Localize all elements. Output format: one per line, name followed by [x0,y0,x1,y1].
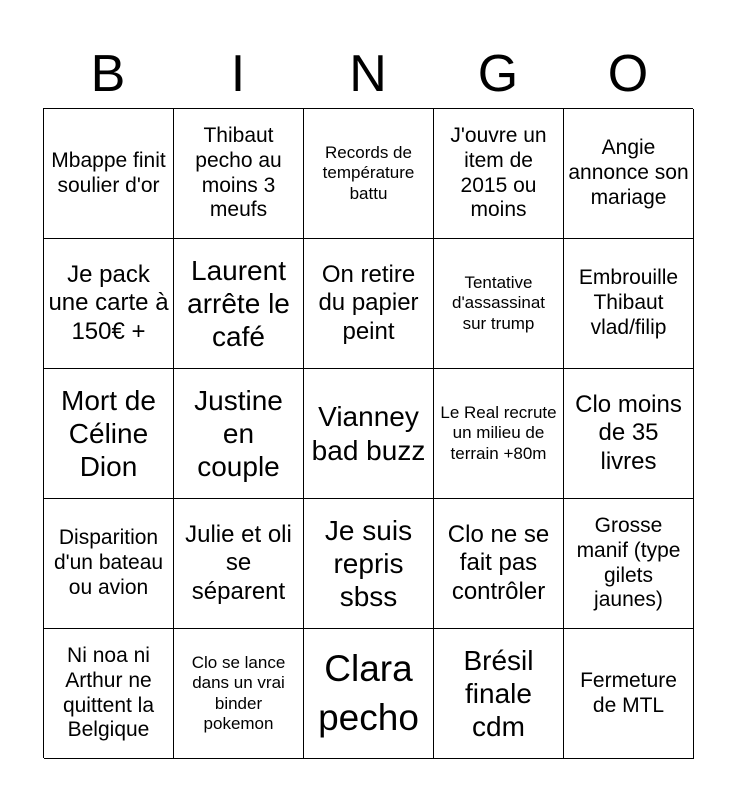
bingo-grid [43,108,693,758]
bingo-cell-r1c4[interactable]: J'ouvre un item de 2015 ou moins [434,109,564,239]
bingo-cell-r4c5[interactable]: Grosse manif (type gilets jaunes) [564,499,694,629]
header-letter-g: G [477,45,519,103]
bingo-header [43,40,693,108]
header-letter-n: N [349,45,387,103]
bingo-cell-r3c2[interactable]: Justine en couple [174,369,304,499]
bingo-cell-r2c4[interactable]: Tentative d'assassinat sur trump [434,239,564,369]
bingo-cell-r5c4[interactable]: Brésil finale cdm [434,629,564,759]
bingo-cell-r5c3[interactable]: Clara pecho [304,629,434,759]
bingo-cell-r2c3[interactable]: On retire du papier peint [304,239,434,369]
bingo-cell-r3c4[interactable]: Le Real recrute un milieu de terrain +80m [434,369,564,499]
bingo-cell-r5c5[interactable]: Fermeture de MTL [564,629,694,759]
bingo-cell-r3c5[interactable]: Clo moins de 35 livres [564,369,694,499]
bingo-cell-r1c5[interactable]: Angie annonce son mariage [564,109,694,239]
header-letter-b: B [90,45,126,103]
bingo-cell-r1c1[interactable]: Mbappe finit soulier d'or [44,109,174,239]
bingo-cell-r2c2[interactable]: Laurent arrête le café [174,239,304,369]
bingo-cell-r4c3[interactable]: Je suis repris sbss [304,499,434,629]
bingo-cell-r4c1[interactable]: Disparition d'un bateau ou avion [44,499,174,629]
header-letter-o: O [607,45,649,103]
bingo-cell-r5c1[interactable]: Ni noa ni Arthur ne quittent la Belgique [44,629,174,759]
header-letter-i: I [230,45,246,103]
bingo-cell-r4c2[interactable]: Julie et oli se séparent [174,499,304,629]
bingo-cell-r2c1[interactable]: Je pack une carte à 150€ + [44,239,174,369]
bingo-cell-r3c3[interactable]: Vianney bad buzz [304,369,434,499]
bingo-cell-r1c3[interactable]: Records de température battu [304,109,434,239]
bingo-cell-r5c2[interactable]: Clo se lance dans un vrai binder pokemon [174,629,304,759]
bingo-cell-r3c1[interactable]: Mort de Céline Dion [44,369,174,499]
bingo-cell-r4c4[interactable]: Clo ne se fait pas contrôler [434,499,564,629]
bingo-cell-r2c5[interactable]: Embrouille Thibaut vlad/filip [564,239,694,369]
bingo-cell-r1c2[interactable]: Thibaut pecho au moins 3 meufs [174,109,304,239]
